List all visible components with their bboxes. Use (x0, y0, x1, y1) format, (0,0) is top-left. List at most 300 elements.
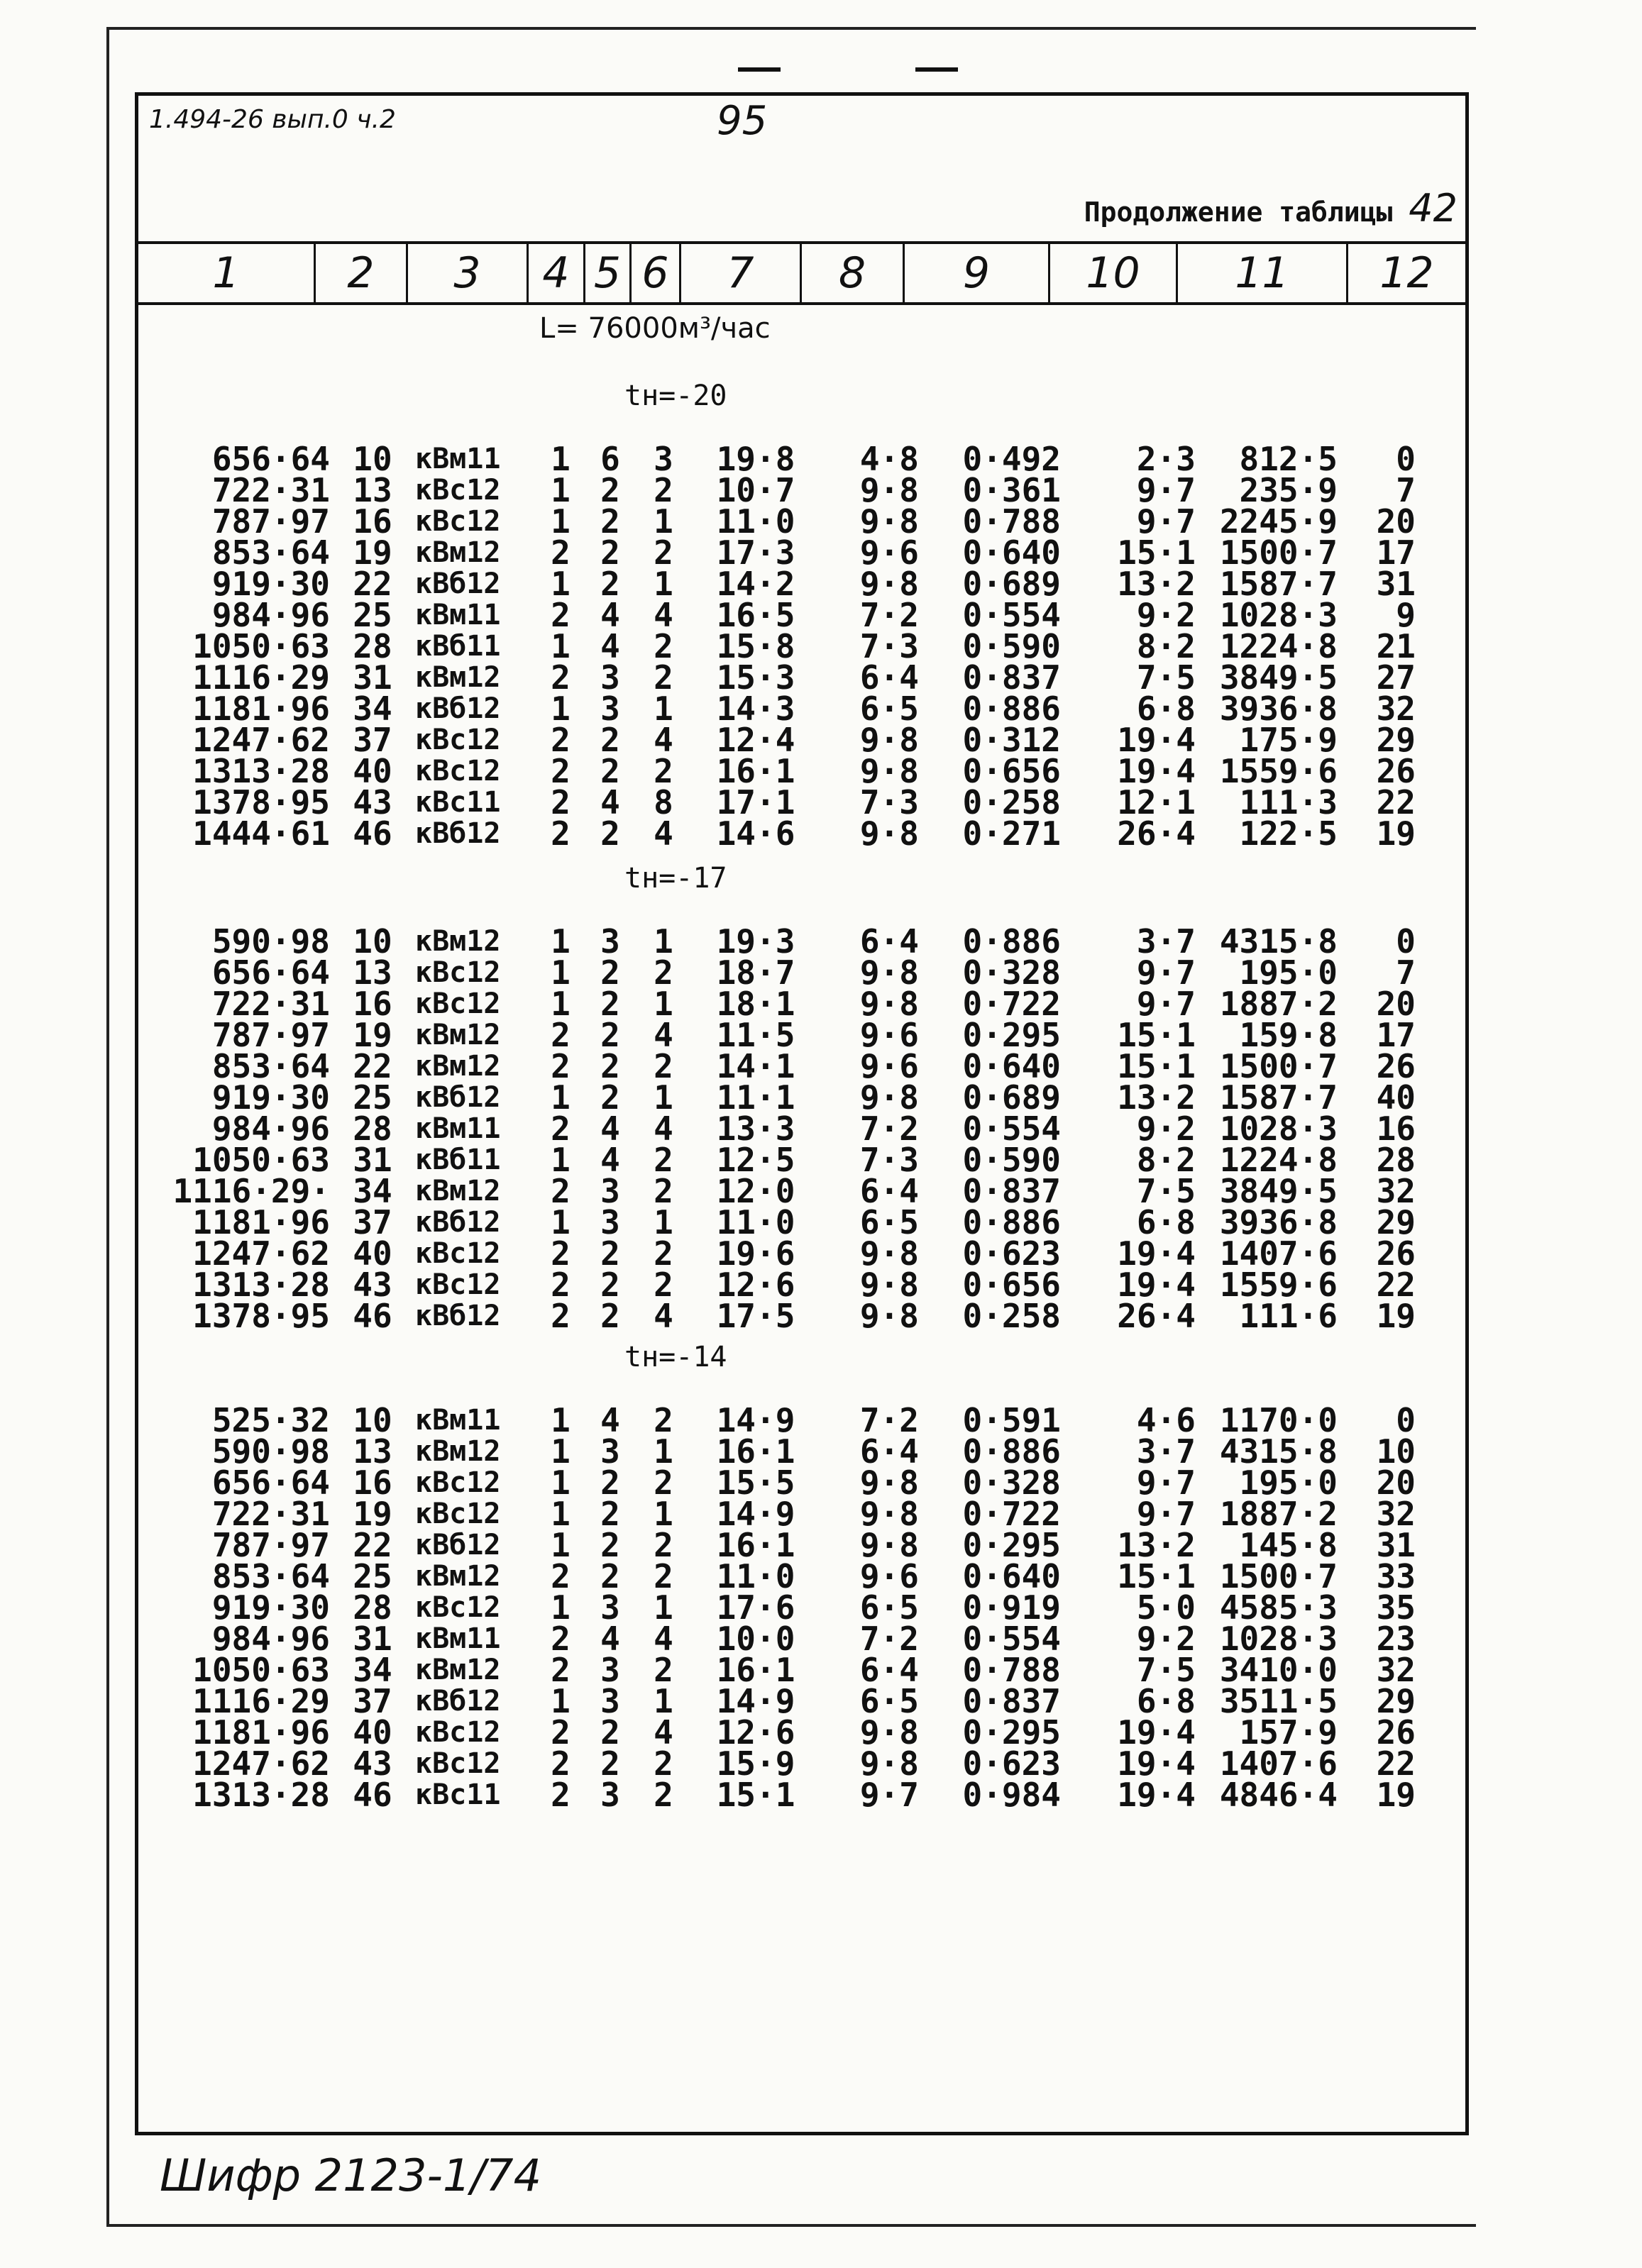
table-cell: 15·8 (716, 627, 795, 665)
table-cell: 1313·28 (192, 1776, 330, 1814)
table-cell: 6·4 (859, 658, 919, 697)
table-row (138, 1529, 1416, 1561)
table-cell: 6·5 (859, 1588, 919, 1627)
table-cell: 1181·96 (192, 1713, 330, 1752)
column-header: 12 (1379, 248, 1434, 298)
table-row (138, 1176, 1416, 1207)
table-cell: 29 (1376, 721, 1416, 759)
table-row (138, 1019, 1416, 1051)
table-cell: 5·0 (1136, 1588, 1196, 1627)
table-cell: 23 (1376, 1620, 1416, 1658)
table-row (138, 1207, 1416, 1238)
table-cell: 590·98 (211, 922, 330, 961)
table-cell: 2 (654, 1401, 673, 1439)
table-cell: 15·1 (1117, 533, 1196, 572)
column-header: 10 (1050, 244, 1178, 302)
table-cell: 853·64 (211, 1557, 330, 1595)
table-cell: 0·554 (962, 596, 1061, 634)
table-cell: 0·788 (962, 502, 1061, 541)
table-row (138, 1238, 1416, 1269)
table-cell: 34 (353, 690, 392, 728)
table-cell: 2 (654, 1651, 673, 1689)
table-cell: 16 (353, 1464, 392, 1502)
table-cell: 1 (551, 1495, 571, 1533)
table-cell: 31 (353, 1141, 392, 1179)
section-label: tн=-17 (624, 862, 727, 895)
table-cell: 2 (551, 1651, 571, 1689)
table-row (138, 756, 1416, 787)
table-cell: 16·1 (716, 752, 795, 790)
table-cell: 1 (551, 565, 571, 603)
table-cell: 0·886 (962, 690, 1061, 728)
table-cell: 1 (551, 1078, 571, 1117)
table-cell: 2 (551, 1047, 571, 1085)
table-cell: 19·4 (1117, 752, 1196, 790)
table-cell: 11·0 (716, 1557, 795, 1595)
table-cell: 1 (551, 985, 571, 1023)
table-cell: 19 (1376, 814, 1416, 853)
table-cell: 14·3 (716, 690, 795, 728)
table-cell: 0·492 (962, 440, 1061, 478)
table-cell: 40 (353, 1713, 392, 1752)
table-cell: 9·6 (859, 533, 919, 572)
table-cell: 1247·62 (192, 1234, 330, 1273)
continuation-label: Продолжение таблицы (1084, 197, 1393, 228)
table-cell: 0·554 (962, 1620, 1061, 1658)
table-cell: 2 (654, 1047, 673, 1085)
table-cell: 17 (1376, 1016, 1416, 1054)
column-header: 6 (632, 244, 681, 302)
table-cell: 14·9 (716, 1401, 795, 1439)
outer-border-left (106, 27, 109, 2226)
table-cell: 3 (600, 1203, 620, 1241)
column-header: 9 (905, 244, 1050, 302)
table-cell: 7·2 (859, 1401, 919, 1439)
table-row (138, 443, 1416, 475)
table-cell: 15·9 (716, 1744, 795, 1783)
table-cell: кВс12 (415, 1747, 501, 1780)
table-cell: кВс12 (415, 1268, 501, 1301)
table-cell: 43 (353, 1744, 392, 1783)
table-cell: 2 (654, 1776, 673, 1814)
table-cell: 2 (551, 1266, 571, 1304)
table-row (138, 475, 1416, 506)
top-mark (915, 67, 958, 72)
table-cell: 13·2 (1117, 1078, 1196, 1117)
document-reference: 1.494-26 вып.0 ч.2 (149, 105, 396, 134)
table-cell: 2 (551, 1620, 571, 1658)
table-cell: кВм11 (415, 599, 501, 631)
table-cell: 4·6 (1136, 1401, 1196, 1439)
table-cell: 9·8 (859, 1297, 919, 1335)
table-cell: 22 (1376, 1266, 1416, 1304)
table-row (138, 537, 1416, 568)
table-cell: 4 (654, 1297, 673, 1335)
table-cell: 9·7 (1136, 1464, 1196, 1502)
table-cell: 9·8 (859, 1464, 919, 1502)
table-cell: 1247·62 (192, 1744, 330, 1783)
table-cell: 10·7 (716, 471, 795, 509)
table-cell: 10 (1376, 1432, 1416, 1471)
table-cell: 4 (600, 1141, 620, 1179)
table-cell: 26 (1376, 1234, 1416, 1273)
table-cell: 3·7 (1136, 922, 1196, 961)
table-cell: 9·6 (859, 1016, 919, 1054)
table-cell: 1444·61 (192, 814, 330, 853)
table-cell: кВм12 (415, 1050, 501, 1083)
table-cell: 7·5 (1136, 658, 1196, 697)
table-cell: 1 (654, 1078, 673, 1117)
table-cell: 3849·5 (1219, 658, 1338, 697)
table-cell: 31 (1376, 1526, 1416, 1564)
table-cell: 2 (600, 1047, 620, 1085)
table-cell: 2 (654, 533, 673, 572)
table-cell: 20 (1376, 502, 1416, 541)
table-cell: 8 (654, 783, 673, 822)
table-cell: 722·31 (211, 471, 330, 509)
table-cell: 3 (600, 658, 620, 697)
table-cell: 4 (654, 1713, 673, 1752)
table-cell: 2 (654, 1744, 673, 1783)
table-cell: 19 (353, 533, 392, 572)
table-cell: 9·8 (859, 1495, 919, 1533)
table-cell: 7·5 (1136, 1172, 1196, 1210)
table-cell: кВс12 (415, 474, 501, 507)
table-cell: 6·5 (859, 1203, 919, 1241)
table-cell: кВм12 (415, 1019, 501, 1051)
table-cell: 2 (654, 1464, 673, 1502)
table-cell: 16·1 (716, 1526, 795, 1564)
table-cell: 1 (654, 1495, 673, 1533)
table-cell: 14·2 (716, 565, 795, 603)
table-cell: 2 (600, 502, 620, 541)
table-cell: 2 (551, 1776, 571, 1814)
table-cell: 0·554 (962, 1110, 1061, 1148)
column-header: 5 (585, 244, 632, 302)
table-cell: 2 (600, 1713, 620, 1752)
table-cell: 2·3 (1136, 440, 1196, 478)
table-cell: 19·4 (1117, 721, 1196, 759)
table-cell: 2 (600, 1297, 620, 1335)
table-cell: 16 (353, 985, 392, 1023)
table-cell: 12·4 (716, 721, 795, 759)
table-cell: 19 (1376, 1776, 1416, 1814)
table-cell: 4585·3 (1219, 1588, 1338, 1627)
table-cell: 1028·3 (1219, 1620, 1338, 1658)
table-row (138, 1623, 1416, 1654)
column-header: 3 (408, 244, 529, 302)
table-cell: 1 (551, 1464, 571, 1502)
section-label: tн=-14 (624, 1341, 727, 1373)
table-cell: 16 (353, 502, 392, 541)
table-cell: 0·722 (962, 985, 1061, 1023)
top-mark (738, 67, 781, 72)
table-cell: 0·689 (962, 1078, 1061, 1117)
table-cell: 1587·7 (1219, 565, 1338, 603)
table-cell: 19·4 (1117, 1744, 1196, 1783)
table-cell: 3410·0 (1219, 1651, 1338, 1689)
table-cell: 10·0 (716, 1620, 795, 1658)
table-cell: 20 (1376, 985, 1416, 1023)
table-cell: 1 (654, 985, 673, 1023)
table-cell: 34 (353, 1172, 392, 1210)
table-cell: 7·5 (1136, 1651, 1196, 1689)
table-cell: 3936·8 (1219, 690, 1338, 728)
table-cell: кВс12 (415, 724, 501, 756)
table-cell: 919·30 (211, 1588, 330, 1627)
table-cell: 31 (1376, 565, 1416, 603)
table-cell: 16 (1376, 1110, 1416, 1148)
table-cell: 122·5 (1239, 814, 1338, 853)
table-cell: 1887·2 (1219, 1495, 1338, 1533)
table-cell: 9·7 (859, 1776, 919, 1814)
table-cell: 15·3 (716, 658, 795, 697)
table-cell: 13 (353, 953, 392, 992)
table-cell: кВб12 (415, 1206, 501, 1239)
table-cell: 2 (551, 814, 571, 853)
table-cell: 6·5 (859, 690, 919, 728)
table-cell: 13 (353, 1432, 392, 1471)
table-cell: 2 (551, 596, 571, 634)
table-cell: 1378·95 (192, 1297, 330, 1335)
table-cell: 10 (353, 1401, 392, 1439)
table-cell: 195·0 (1239, 953, 1338, 992)
table-cell: 1559·6 (1219, 1266, 1338, 1304)
table-row (138, 1467, 1416, 1498)
table-cell: 1050·63 (192, 1651, 330, 1689)
table-cell: 1 (551, 1588, 571, 1627)
table-cell: 25 (353, 596, 392, 634)
table-cell: 0·984 (962, 1776, 1061, 1814)
table-cell: 1559·6 (1219, 752, 1338, 790)
table-cell: 19·4 (1117, 1234, 1196, 1273)
table-cell: 787·97 (211, 1016, 330, 1054)
table-cell: 37 (353, 721, 392, 759)
table-cell: 12·6 (716, 1266, 795, 1304)
table-cell: 2 (654, 1172, 673, 1210)
table-cell: 12·0 (716, 1172, 795, 1210)
table-cell: 19·4 (1117, 1776, 1196, 1814)
table-cell: 43 (353, 783, 392, 822)
table-cell: 0·837 (962, 658, 1061, 697)
table-cell: 9·8 (859, 752, 919, 790)
table-cell: 1 (551, 1401, 571, 1439)
table-cell: 17·5 (716, 1297, 795, 1335)
table-cell: 7 (1396, 471, 1416, 509)
table-cell: кВб11 (415, 630, 501, 663)
table-cell: 2 (600, 1464, 620, 1502)
table-cell: 43 (353, 1266, 392, 1304)
table-cell: 2 (600, 1266, 620, 1304)
table-cell: 7·2 (859, 1620, 919, 1658)
table-cell: 9·8 (859, 985, 919, 1023)
table-cell: 656·64 (211, 440, 330, 478)
table-cell: 18·1 (716, 985, 795, 1023)
table-cell: 13·2 (1117, 1526, 1196, 1564)
table-cell: 25 (353, 1557, 392, 1595)
table-cell: 0·328 (962, 953, 1061, 992)
table-cell: 14·6 (716, 814, 795, 853)
table-cell: кВс12 (415, 988, 501, 1020)
table-number: 42 (1409, 186, 1458, 231)
table-cell: 35 (1376, 1588, 1416, 1627)
table-cell: 13·3 (716, 1110, 795, 1148)
table-cell: 12·1 (1117, 783, 1196, 822)
table-cell: 0·640 (962, 1047, 1061, 1085)
table-cell: 1407·6 (1219, 1234, 1338, 1273)
table-cell: 2 (551, 1744, 571, 1783)
outer-border-bottom (106, 2224, 1476, 2227)
table-cell: кВс12 (415, 1498, 501, 1530)
table-cell: 28 (353, 1588, 392, 1627)
table-cell: 7·2 (859, 596, 919, 634)
table-cell: 0·623 (962, 1234, 1061, 1273)
table-cell: 26·4 (1117, 814, 1196, 853)
table-row (138, 926, 1416, 957)
table-cell: кВб12 (415, 692, 501, 725)
table-cell: 22 (353, 1526, 392, 1564)
table-cell: 6·8 (1136, 690, 1196, 728)
table-cell: 22 (353, 1047, 392, 1085)
column-header: 7 (681, 244, 802, 302)
table-cell: 1 (551, 1526, 571, 1564)
table-cell: кВс12 (415, 1591, 501, 1624)
table-cell: 984·96 (211, 1110, 330, 1148)
table-cell: 1028·3 (1219, 1110, 1338, 1148)
table-row (138, 1561, 1416, 1592)
table-cell: 13·2 (1117, 565, 1196, 603)
table-cell: 2 (654, 752, 673, 790)
table-cell: 0·258 (962, 1297, 1061, 1335)
table-cell: кВм12 (415, 925, 501, 958)
table-cell: 0·640 (962, 1557, 1061, 1595)
table-cell: 1 (551, 1203, 571, 1241)
table-cell: 19·4 (1117, 1266, 1196, 1304)
table-cell: 0·590 (962, 1141, 1061, 1179)
table-cell: 19·3 (716, 922, 795, 961)
table-cell: 1 (551, 502, 571, 541)
table-cell: 1500·7 (1219, 1557, 1338, 1595)
table-cell: 8·2 (1136, 1141, 1196, 1179)
table-cell: 984·96 (211, 596, 330, 634)
table-cell: 19 (353, 1495, 392, 1533)
table-cell: 2 (600, 1078, 620, 1117)
table-cell: 33 (1376, 1557, 1416, 1595)
table-cell: 9·8 (859, 1526, 919, 1564)
column-header: 4 (529, 244, 585, 302)
table-cell: 2 (654, 1557, 673, 1595)
table-cell: 4 (600, 627, 620, 665)
table-cell: 2 (654, 658, 673, 697)
table-cell: 16·1 (716, 1651, 795, 1689)
table-cell: 2 (551, 1297, 571, 1335)
table-cell: 6·4 (859, 1651, 919, 1689)
table-cell: 2 (654, 627, 673, 665)
table-row (138, 1051, 1416, 1082)
table-cell: 2 (654, 953, 673, 992)
table-cell: 4·8 (859, 440, 919, 478)
table-cell: 31 (353, 658, 392, 697)
table-cell: 2 (551, 783, 571, 822)
table-cell: 25 (353, 1078, 392, 1117)
table-cell: 15·1 (716, 1776, 795, 1814)
table-cell: 1587·7 (1219, 1078, 1338, 1117)
table-cell: 19·6 (716, 1234, 795, 1273)
cipher-footer: Шифр 2123-1/74 (160, 2150, 542, 2201)
table-cell: 1407·6 (1219, 1744, 1338, 1783)
table-cell: 9·8 (859, 1713, 919, 1752)
table-cell: 3 (600, 922, 620, 961)
table-cell: 2 (600, 533, 620, 572)
table-cell: 1116·29 (192, 658, 330, 697)
table-cell: 9·8 (859, 565, 919, 603)
table-cell: 9·7 (1136, 1495, 1196, 1533)
table-cell: 17·3 (716, 533, 795, 572)
table-row (138, 1779, 1416, 1810)
table-cell: 2 (600, 1744, 620, 1783)
table-row (138, 724, 1416, 756)
table-row (138, 506, 1416, 537)
table-cell: 2 (654, 1266, 673, 1304)
table-cell: кВм12 (415, 1560, 501, 1593)
table-cell: 22 (353, 565, 392, 603)
table-cell: 32 (1376, 1495, 1416, 1533)
table-cell: 787·97 (211, 502, 330, 541)
table-cell: 0·312 (962, 721, 1061, 759)
table-cell: 13 (353, 471, 392, 509)
table-row (138, 1436, 1416, 1467)
table-cell: 2245·9 (1219, 502, 1338, 541)
column-header: 8 (802, 244, 905, 302)
table-cell: 656·64 (211, 953, 330, 992)
table-cell: 6·8 (1136, 1682, 1196, 1720)
table-cell: 1378·95 (192, 783, 330, 822)
table-cell: 6 (600, 440, 620, 478)
table-cell: 37 (353, 1682, 392, 1720)
table-cell: 853·64 (211, 1047, 330, 1085)
table-cell: 4 (654, 1110, 673, 1148)
table-cell: 1170·0 (1219, 1401, 1338, 1439)
table-cell: 22 (1376, 1744, 1416, 1783)
data-table-section (138, 440, 1416, 853)
table-cell: 2 (551, 1713, 571, 1752)
table-cell: 1 (551, 627, 571, 665)
table-cell: 1 (551, 1682, 571, 1720)
table-cell: 0·689 (962, 565, 1061, 603)
table-cell: кВм11 (415, 1622, 501, 1655)
table-cell: 20 (1376, 1464, 1416, 1502)
table-cell: 2 (654, 1526, 673, 1564)
table-cell: 3 (600, 1588, 620, 1627)
table-cell: 17·1 (716, 783, 795, 822)
table-cell: 812·5 (1239, 440, 1338, 478)
table-cell: 3 (654, 440, 673, 478)
table-cell: 12·5 (716, 1141, 795, 1179)
outer-border-top (106, 27, 1476, 30)
table-cell: 31 (353, 1620, 392, 1658)
table-cell: 10 (353, 440, 392, 478)
table-cell: 9·6 (859, 1047, 919, 1085)
table-cell: 525·32 (211, 1401, 330, 1439)
table-cell: 2 (551, 1016, 571, 1054)
table-cell: 2 (600, 1557, 620, 1595)
table-cell: 0·919 (962, 1588, 1061, 1627)
table-cell: 0·886 (962, 922, 1061, 961)
table-cell: 11·0 (716, 502, 795, 541)
table-cell: 16·5 (716, 596, 795, 634)
table-cell: 2 (551, 533, 571, 572)
table-cell: 1 (654, 1432, 673, 1471)
